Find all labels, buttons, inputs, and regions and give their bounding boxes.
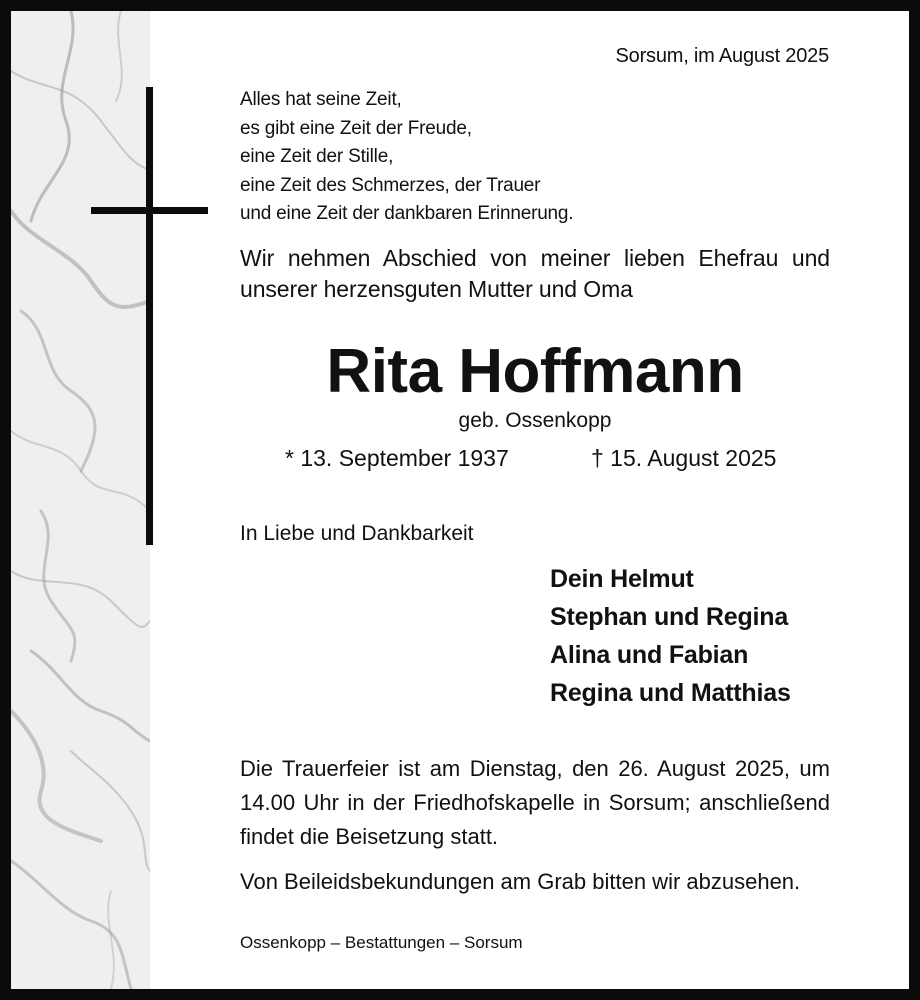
poem-line: eine Zeit der Stille, — [240, 146, 394, 167]
poem-line: eine Zeit des Schmerzes, der Trauer — [240, 174, 541, 196]
poem-line: es gibt eine Zeit der Freude, — [240, 117, 472, 139]
poem-line: und eine Zeit der dankbaren Erinnerung. — [240, 203, 574, 224]
maiden-name: geb. Ossenkopp — [458, 409, 612, 432]
place-date: Sorsum, im August 2025 — [615, 45, 829, 67]
poem-line: Alles hat seine Zeit, — [240, 89, 402, 110]
marble-texture — [11, 11, 150, 989]
mourner: Dein Helmut — [550, 565, 694, 593]
funeral-service-info: Die Trauerfeier ist am Dienstag, den 26. August 2025, um 14.00 Uhr in der Friedhofskapelle in Sorsum; anschließend findet die Beisetzung statt. — [240, 756, 830, 849]
death-date: † 15. August 2025 — [591, 445, 777, 471]
mourner: Stephan und Regina — [550, 603, 789, 631]
mourner: Regina und Matthias — [550, 679, 791, 707]
cross-vertical-bar — [146, 87, 153, 545]
mourner: Alina und Fabian — [550, 641, 749, 669]
cross-horizontal-bar — [91, 207, 208, 214]
marble-strip — [11, 11, 150, 989]
birth-date: * 13. September 1937 — [285, 445, 509, 471]
funeral-home-footer: Ossenkopp – Bestattungen – Sorsum — [240, 933, 523, 952]
intro-text: Wir nehmen Abschied von meiner lieben Ehefrau und unserer herzensguten Mutter und Oma — [240, 245, 830, 302]
mourners-list — [550, 560, 791, 712]
poem — [240, 86, 573, 229]
closing-line: In Liebe und Dankbarkeit — [240, 522, 474, 545]
condolence-note: Von Beileidsbekundungen am Grab bitten wir abzusehen. — [240, 869, 801, 894]
deceased-name: Rita Hoffmann — [326, 337, 744, 406]
